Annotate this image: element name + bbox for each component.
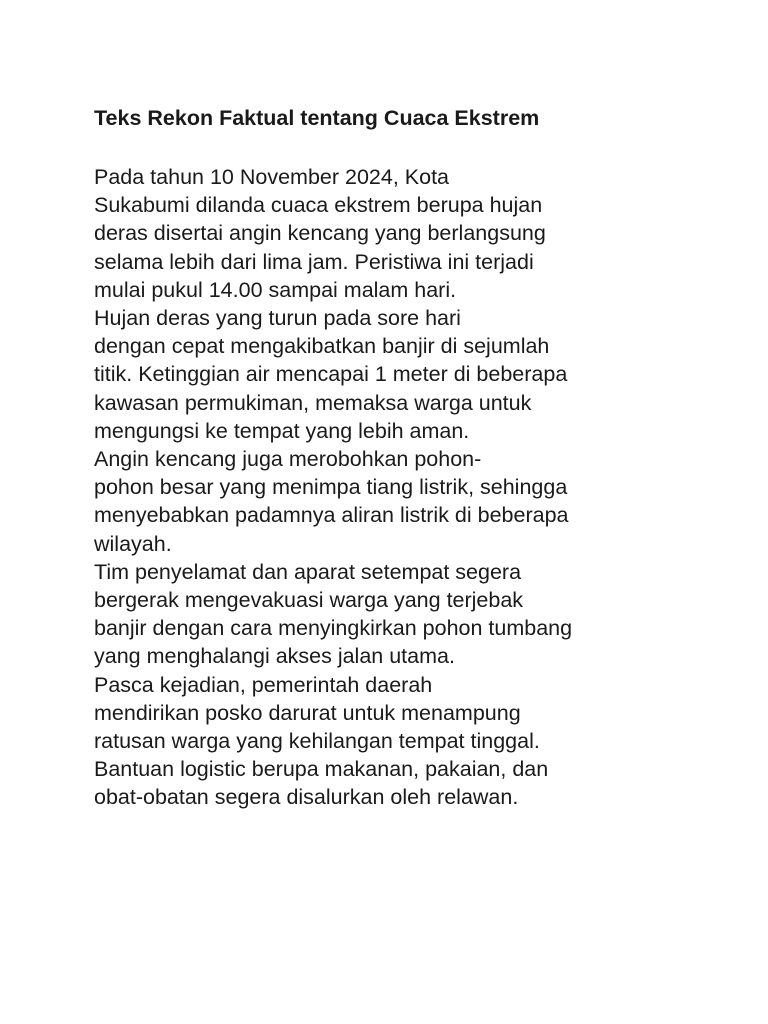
document-title: Teks Rekon Faktual tentang Cuaca Ekstrem (94, 106, 540, 130)
paragraph-2: Hujan deras yang turun pada sore hari dengan cepat mengakibatkan banjir di sejumlah titik. Ketinggian air mencapai 1 meter di beberapa kawasan permukiman, memaksa warga untuk mengungsi ke tempat yang lebih aman. (94, 306, 568, 443)
document-body (94, 163, 734, 812)
paragraph-5: Pasca kejadian, pemerintah daerah mendirikan posko darurat untuk menampung ratusan warga yang kehilangan tempat tinggal. Bantuan logistic berupa makanan, pakaian, dan obat-obatan segera disalurkan oleh relawan. (94, 672, 549, 810)
paragraph-4: Tim penyelamat dan aparat setempat segera bergerak mengevakuasi warga yang terjebak banjir dengan cara menyingkirkan pohon tumbang yang menghalangi akses jalan utama. (94, 559, 573, 669)
paragraph-1: Pada tahun 10 November 2024, Kota Sukabumi dilanda cuaca ekstrem berupa hujan deras disertai angin kencang yang berlangsung selama lebih dari lima jam. Peristiwa ini terjadi mulai pukul 14.00 sampai malam hari. (94, 165, 546, 302)
paragraph-3: Angin kencang juga merobohkan pohon- pohon besar yang menimpa tiang listrik, sehingga menyebabkan padamnya aliran listrik di beberapa wilayah. (94, 447, 569, 556)
